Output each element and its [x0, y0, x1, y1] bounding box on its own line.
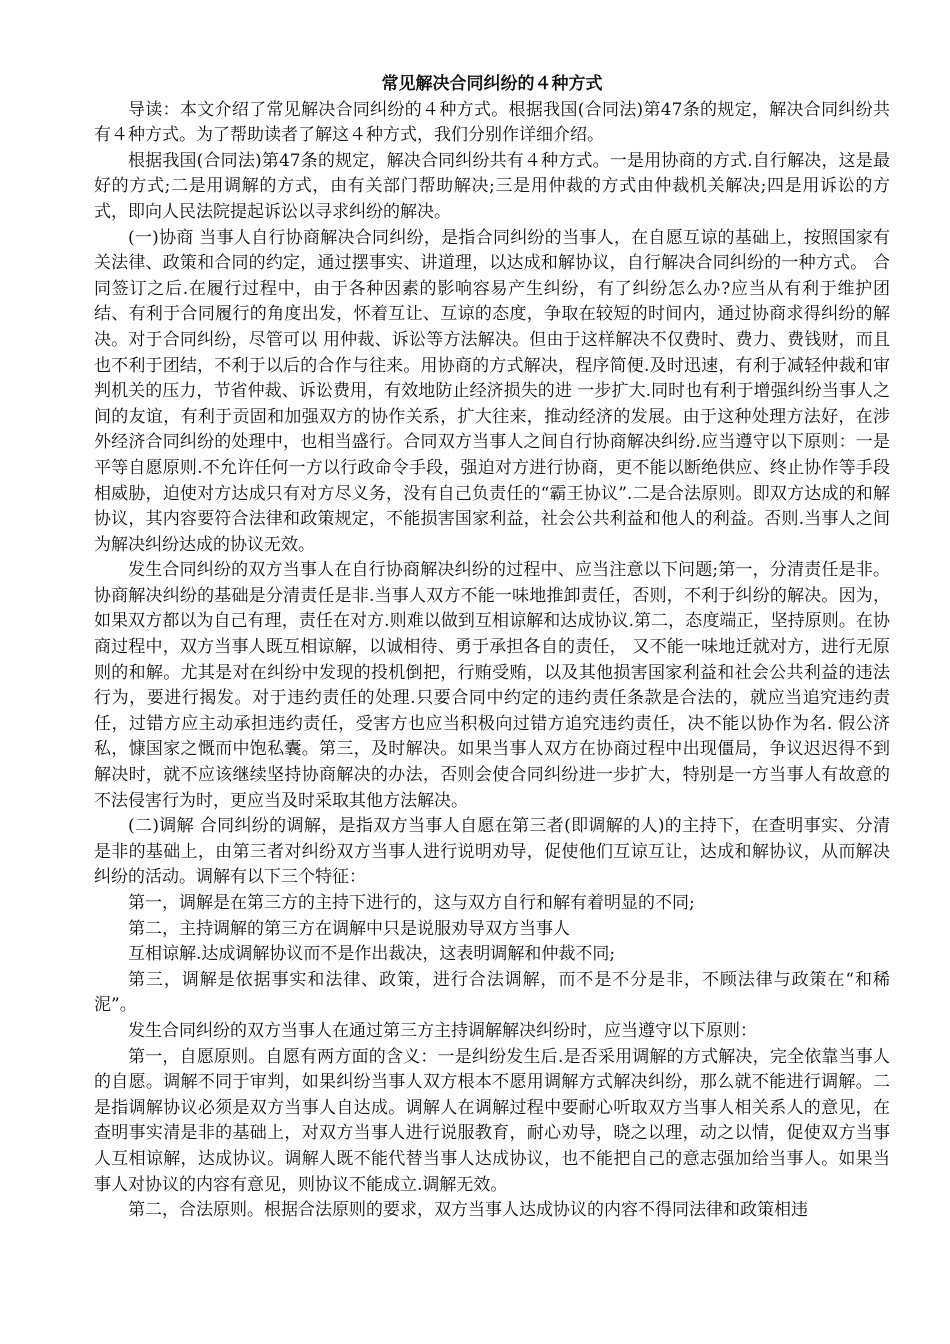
paragraph-mediation-principles: 发生合同纠纷的双方当事人在通过第三方主持调解解决纠纷时，应当遵守以下原则： — [128, 1020, 757, 1041]
paragraph-negotiation-issues: 发生合同纠纷的双方当事人在自行协商解决纠纷的过程中、应当注意以下问题;第一，分清责任是非。协商解决纠纷的基础是分清责任是非.当事人双方不能一味地推卸责任，否则，不利于纠纷的解决。因为，如果双方都以为自己有理，责任在对方.则难以做到互相谅解和达成协议.第二，态度端正，坚持原则。在协商过程中，双方当事人既互相谅解，以诚相待、勇于承担各自的责任， 又不能一味地迁就对方，进行无原则的和解。尤其是对在纠纷中发现的投机倒把，行贿受贿，以及其他损害国家利益和社会公共利益的违法行为，要进行揭发。对于违约责任的处理.只要合同中约定的违约责任条款是合法的，就应当追究违约责任，过错方应主动承担违约责任，受害方也应当积极向过错方追究违约责任，决不能以协作为名. 假公济私，慷国家之慨而中饱私囊。第三，及时解决。如果当事人双方在协商过程中出现僵局，争议迟迟得不到解决时，就不应该继续坚持协商解决的办法，否则会使合同纠纷进一步扩大，特别是一方当事人有故意的不法侵害行为时，更应当及时采取其他方法解决。 — [94, 560, 890, 811]
paragraph-principle-voluntary: 第一，自愿原则。自愿有两方面的含义：一是纠纷发生后.是否采用调解的方式解决，完全依靠当事人的自愿。调解不同于审判，如果纠纷当事人双方根本不愿用调解方式解决纠纷，那么就不能进行调解。二是指调解协议必须是双方当事人自达成。调解人在调解过程中要耐心听取双方当事人相关系人的意见，在查明事实清是非的基础上，对双方当事人进行说服教育，耐心劝导，晓之以理，动之以情，促使双方当事人互相谅解，达成协议。调解人既不能代替当事人达成协议，也不能把自己的意志强加给当事人。如果当事人对协议的内容有意见，则协议不能成立.调解无效。 — [94, 1046, 890, 1195]
paragraph-overview: 根据我国(合同法)第47条的规定，解决合同纠纷共有４种方式。一是用协商的方式.自行解决，这是最好的方式;二是用调解的方式，由有关部门帮助解决;三是用仲裁的方式由仲裁机关解决;四是用诉讼的方式，即向人民法院提起诉讼以寻求纠纷的解决。 — [94, 150, 890, 222]
paragraph-mediation-feature-2: 第二，主持调解的第三方在调解中只是说服劝导双方当事人 — [128, 918, 570, 939]
document-page — [94, 72, 890, 1224]
paragraph-principle-legal: 第二，合法原则。根据合法原则的要求，双方当事人达成协议的内容不得同法律和政策相违 — [128, 1200, 808, 1221]
document-title: 常见解决合同纠纷的４种方式 — [381, 74, 603, 94]
paragraph-mediation-feature-2-cont: 互相谅解.达成调解协议而不是作出裁决，这表明调解和仲裁不同; — [128, 944, 616, 965]
paragraph-mediation-feature-3: 第三，调解是依据事实和法律、政策，进行合法调解，而不是不分是非，不顾法律与政策在“和稀泥”。 — [94, 969, 890, 1016]
paragraph-intro: 导读：本文介绍了常见解决合同纠纷的４种方式。根据我国(合同法)第47条的规定，解决合同纠纷共有４种方式。为了帮助读者了解这４种方式，我们分别作详细介绍。 — [94, 99, 890, 146]
paragraph-mediation-feature-1: 第一，调解是在第三方的主持下进行的，这与双方自行和解有着明显的不同; — [128, 893, 695, 913]
paragraph-negotiation: (一)协商 当事人自行协商解决合同纠纷，是指合同纠纷的当事人，在自愿互谅的基础上，按照国家有关法律、政策和合同的约定，通过摆事实、讲道理，以达成和解协议，自行解决合同纠纷的一种方式。 合同签订之后.在履行过程中，由于各种因素的影响容易产生纠纷，有了纠纷怎么办?应当从有利于维护团结、有利于合同履行的角度出发，怀着互让、互谅的态度，争取在较短的时间内，通过协商求得纠纷的解决。对于合同纠纷，尽管可以 用仲裁、诉讼等方法解决。但由于这样解决不仅费时、费力、费钱财，而且也不利于团结，不利于以后的合作与往来。用协商的方式解决，程序简便.及时迅速，有利于减轻仲裁和审判机关的压力，节省仲裁、诉讼费用，有效地防止经济损失的进 一步扩大.同时也有利于增强纠纷当事人之间的友谊，有利于贡固和加强双方的协作关系，扩大往来，推动经济的发展。由于这种处理方法好，在涉外经济合同纠纷的处理中，也相当盛行。合同双方当事人之间自行协商解决纠纷.应当遵守以下原则：一是平等自愿原则.不允许任何一方以行政命令手段，强迫对方进行协商，更不能以断绝供应、终止协作等手段相威胁，迫使对方达成只有对方尽义务，没有自己负责任的“霸王协议”.二是合法原则。即双方达成的和解协议，其内容要符合法律和政策规定，不能损害国家利益，社会公共利益和他人的利益。否则.当事人之间为解决纠纷达成的协议无效。 — [94, 227, 890, 555]
paragraph-mediation: (二)调解 合同纠纷的调解，是指双方当事人自愿在第三者(即调解的人)的主持下，在查明事实、分清是非的基础上，由第三者对纠纷双方当事人进行说明劝导，促使他们互谅互让，达成和解协议，从而解决纠纷的活动。调解有以下三个特征： — [94, 816, 890, 888]
